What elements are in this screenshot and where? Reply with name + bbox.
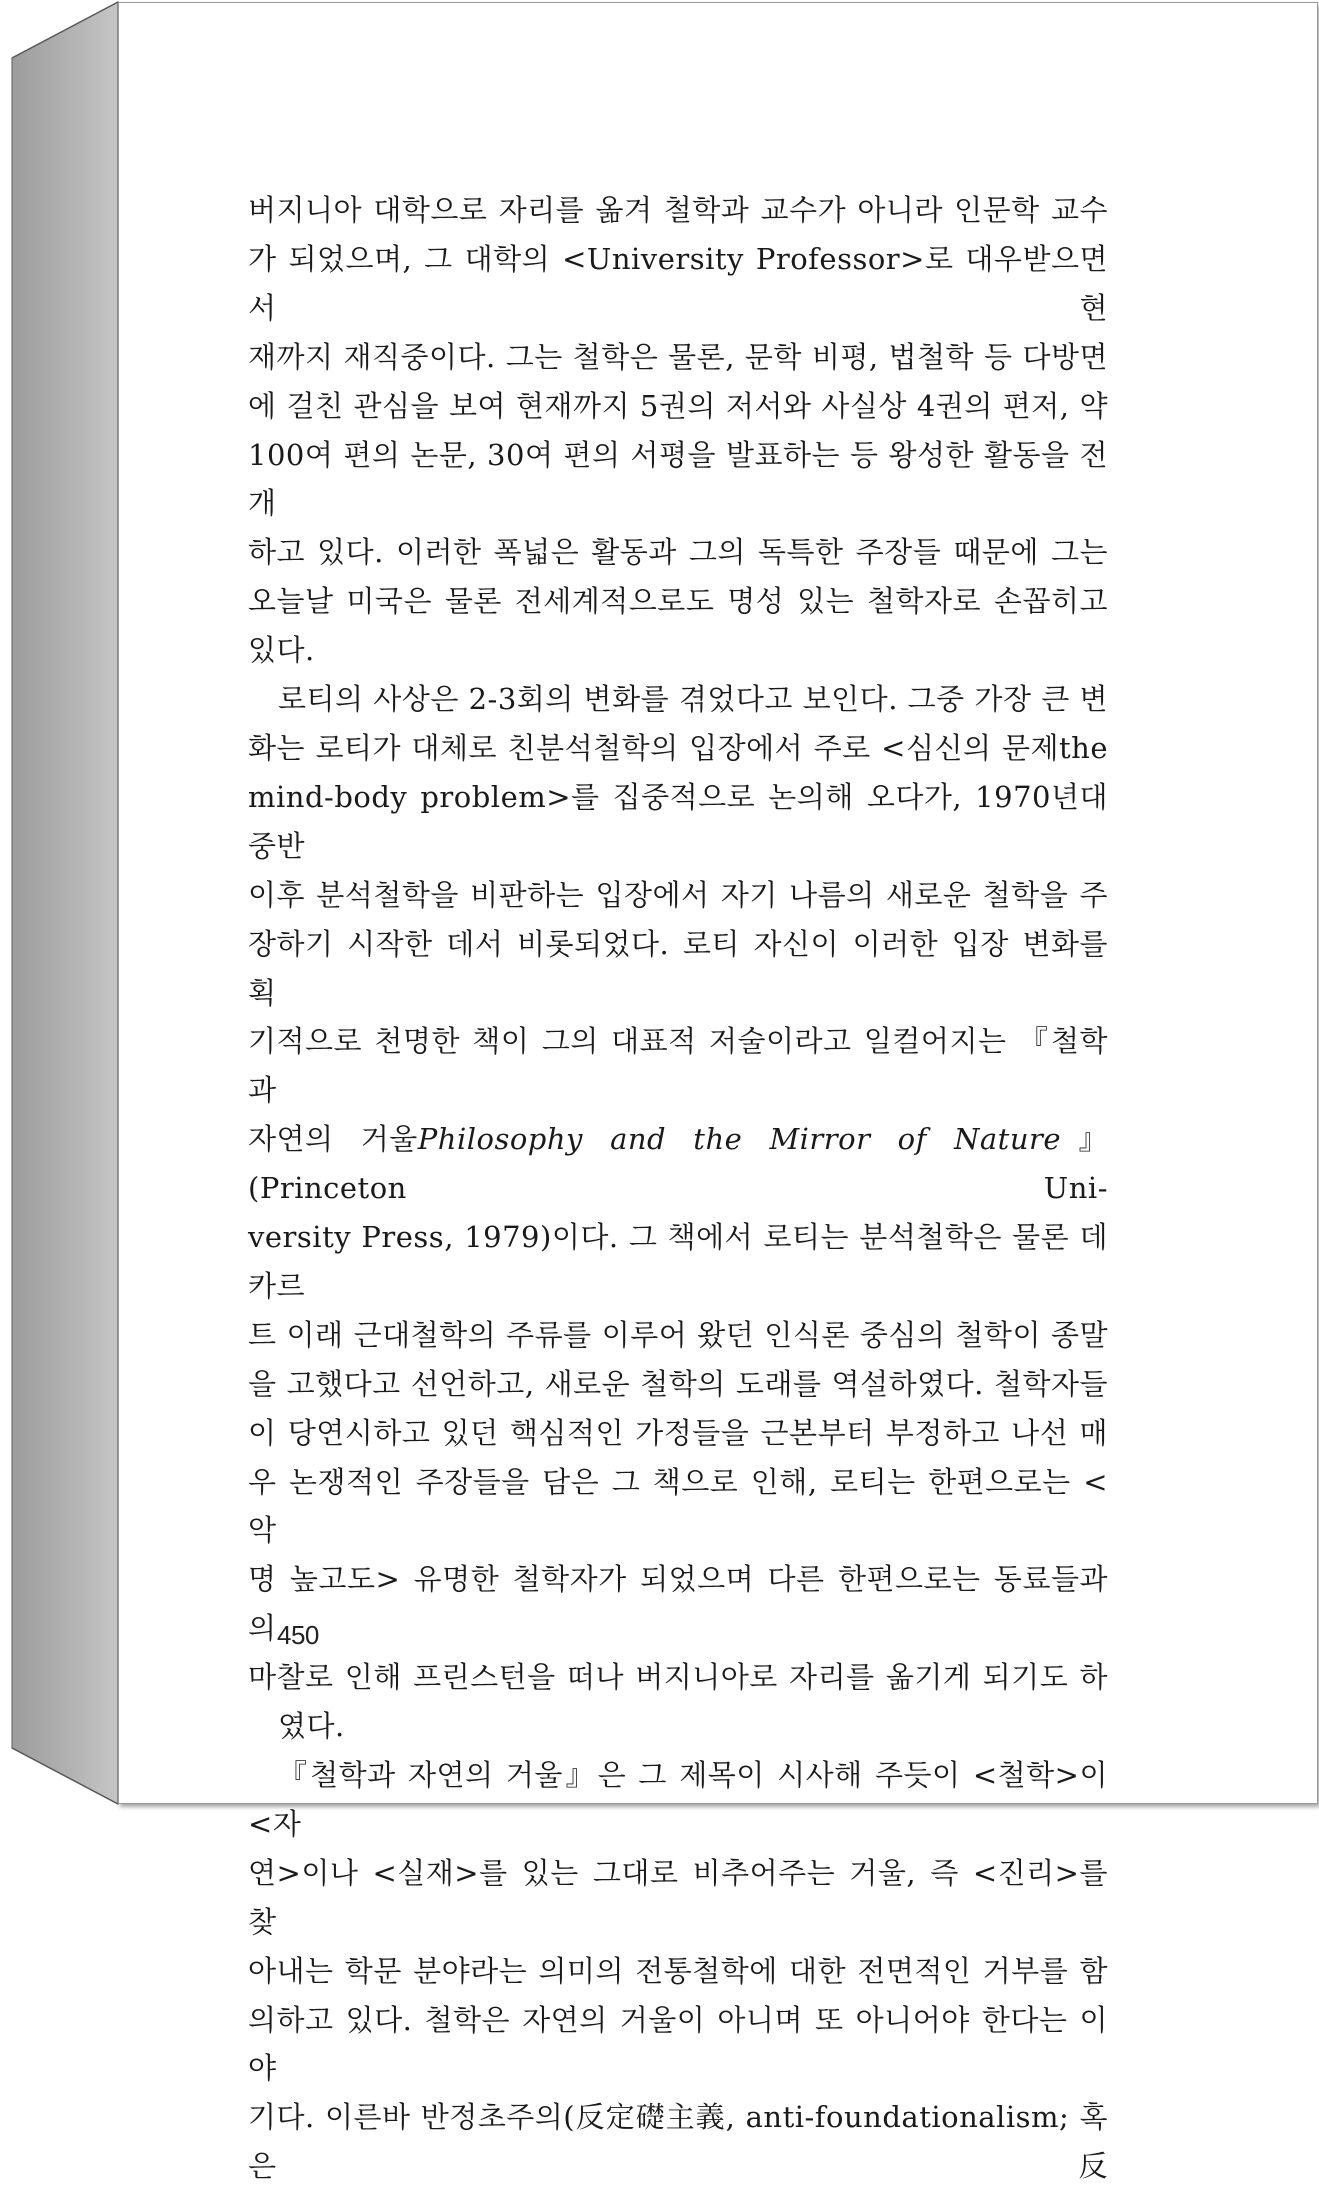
text-line: 장하기 시작한 데서 비롯되었다. 로티 자신이 이러한 입장 변화를 획 [248,926,1108,1010]
text-line: 연>이나 <실재>를 있는 그대로 비추어주는 거울, 즉 <진리>를 찾 [248,1855,1108,1939]
text-line: 트 이래 근대철학의 주류를 이루어 왔던 인식론 중심의 철학이 종말 [248,1317,1108,1352]
text-line: 이 당연시하고 있던 핵심적인 가정들을 근본부터 부정하고 나선 매 [248,1415,1108,1450]
text-line: 우 논쟁적인 주장들을 담은 그 책으로 인해, 로티는 한편으로는 <악 [248,1464,1108,1548]
text-line: 하고 있다. 이러한 폭넓은 활동과 그의 독특한 주장들 때문에 그는 [248,535,1108,570]
page-number: 450 [277,1620,319,1650]
text-line: 의하고 있다. 철학은 자연의 거울이 아니며 또 아니어야 한다는 이야 [248,2002,1108,2086]
text-segment: 자연의 거울 [248,1122,418,1157]
text-line: 명 높고도> 유명한 철학자가 되었으며 다른 한편으로는 동료들과의 [248,1562,1108,1646]
text-line: 오늘날 미국은 물론 전세계적으로도 명성 있는 철학자로 손꼽히고 [248,584,1108,619]
text-line: 가 되었으며, 그 대학의 <University Professor>로 대우받으면서 현 [248,241,1108,325]
paragraph-2 [248,675,1108,1751]
text-line: 화는 로티가 대체로 친분석철학의 입장에서 주로 <심신의 문제the [248,730,1108,765]
text-line: 『철학과 자연의 거울』은 그 제목이 시사해 주듯이 <철학>이 <자 [248,1758,1108,1841]
text-line: 마찰로 인해 프린스턴을 떠나 버지니아로 자리를 옮기게 되기도 하 [248,1660,1108,1695]
text-line-last: 있다. [248,633,315,668]
text-line: 에 걸친 관심을 보여 현재까지 5권의 저서와 사실상 4권의 편저, 약 [248,388,1108,423]
text-line: 재까지 재직중이다. 그는 철학은 물론, 문학 비평, 법철학 등 다방면 [248,339,1108,374]
book-title-english: Philosophy and the Mirror of Nature [417,1122,1062,1157]
text-line: 100여 편의 논문, 30여 편의 서평을 발표하는 등 왕성한 활동을 전개 [248,437,1108,521]
body-text [248,186,1108,2191]
text-line: 기적으로 천명한 책이 그의 대표적 저술이라고 일컬어지는 『철학과 [248,1024,1108,1108]
text-line: mind-body problem>를 집중적으로 논의해 오다가, 1970년대 중반 [248,779,1108,863]
text-line: 기다. 이른바 반정초주의(反定礎主義, anti-foundationalism; 혹은 反 [248,2100,1108,2184]
text-line-last: 였다. [278,1709,345,1744]
text-line: 버지니아 대학으로 자리를 옮겨 철학과 교수가 아니라 인문학 교수 [248,193,1108,227]
paragraph-3 [248,1751,1108,2191]
text-line: 로티의 사상은 2-3회의 변화를 겪었다고 보인다. 그중 가장 큰 변 [278,682,1108,717]
text-line: 을 고했다고 선언하고, 새로운 철학의 도래를 역설하였다. 철학자들 [248,1366,1108,1401]
text-segment: 』(Princeton Uni- [248,1122,1108,1206]
text-line-with-title [248,1122,1108,1205]
text-line: versity Press, 1979)이다. 그 책에서 로티는 분석철학은 물론 데카르 [248,1220,1108,1303]
paragraph-1 [248,186,1108,675]
text-line: 아내는 학문 분야라는 의미의 전통철학에 대한 전면적인 거부를 함 [248,1953,1108,1988]
text-line: 이후 분석철학을 비판하는 입장에서 자기 나름의 새로운 철학을 주 [248,877,1108,912]
